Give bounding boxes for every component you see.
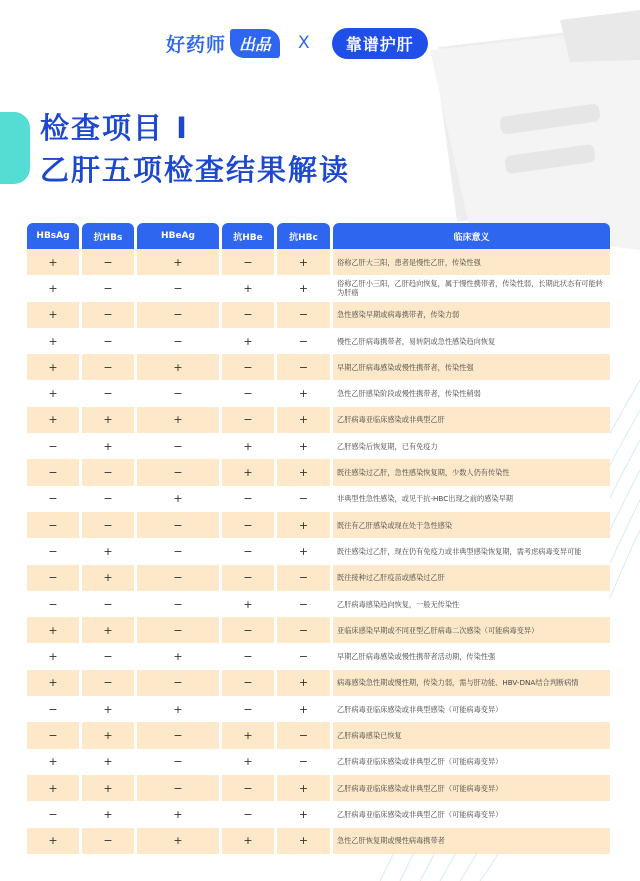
clinical-meaning-cell: 乙肝病毒亚临床感染或非典型乙肝（可能病毒变异）	[333, 775, 610, 801]
marker-cell: −	[222, 512, 274, 538]
header-hbsag: HBsAg	[27, 223, 79, 249]
marker-cell: +	[222, 722, 274, 748]
clinical-meaning-cell: 俗称乙肝小三阳，乙肝趋向恢复，属于慢性携带者，传染性弱，长期此状态有可能转为肝癌	[333, 275, 610, 301]
clinical-meaning-cell: 既往接种过乙肝疫苗或感染过乙肝	[333, 565, 610, 591]
marker-cell: −	[137, 538, 219, 564]
marker-cell: +	[27, 407, 79, 433]
marker-cell: +	[137, 801, 219, 827]
marker-cell: −	[27, 722, 79, 748]
clinical-meaning-cell: 乙肝感染后恢复期，已有免疫力	[333, 433, 610, 459]
marker-cell: −	[27, 801, 79, 827]
marker-cell: +	[277, 828, 330, 854]
brand-name: 好药师	[166, 33, 227, 56]
marker-cell: −	[222, 380, 274, 406]
clinical-meaning-cell: 早期乙肝病毒感染或慢性携带者活动期，传染性强	[333, 643, 610, 669]
clinical-meaning-cell: 俗称乙肝大三阳，患者是慢性乙肝，传染性强	[333, 249, 610, 275]
marker-cell: +	[27, 775, 79, 801]
marker-cell: +	[277, 407, 330, 433]
marker-cell: −	[222, 565, 274, 591]
marker-cell: +	[82, 722, 134, 748]
marker-cell: +	[27, 617, 79, 643]
clinical-meaning-cell: 早期乙肝病毒感染或慢性携带者，传染性强	[333, 354, 610, 380]
marker-cell: −	[137, 722, 219, 748]
table-header	[27, 223, 615, 249]
marker-cell: −	[137, 670, 219, 696]
marker-cell: −	[277, 749, 330, 775]
marker-cell: −	[137, 775, 219, 801]
marker-cell: −	[82, 354, 134, 380]
marker-cell: −	[82, 486, 134, 512]
marker-cell: −	[82, 643, 134, 669]
marker-cell: +	[82, 801, 134, 827]
marker-cell: −	[137, 302, 219, 328]
marker-cell: +	[82, 749, 134, 775]
marker-cell: +	[222, 828, 274, 854]
clinical-meaning-cell: 乙肝病毒亚临床感染或非典型乙肝	[333, 407, 610, 433]
marker-cell: +	[27, 249, 79, 275]
marker-cell: +	[137, 696, 219, 722]
marker-cell: −	[137, 328, 219, 354]
marker-cell: −	[27, 459, 79, 485]
marker-cell: +	[82, 696, 134, 722]
page-title	[40, 108, 350, 192]
marker-cell: −	[277, 565, 330, 591]
results-table	[27, 223, 615, 854]
marker-cell: −	[27, 433, 79, 459]
header-anti-hbe: 抗HBe	[222, 223, 274, 249]
marker-cell: −	[222, 775, 274, 801]
marker-cell: −	[82, 512, 134, 538]
marker-cell: −	[137, 380, 219, 406]
marker-cell: −	[222, 696, 274, 722]
marker-cell: +	[277, 775, 330, 801]
marker-cell: +	[222, 459, 274, 485]
table-row	[27, 275, 615, 301]
table-row	[27, 775, 615, 801]
clinical-meaning-cell: 急性乙肝恢复期或慢性病毒携带者	[333, 828, 610, 854]
marker-cell: −	[222, 354, 274, 380]
marker-cell: +	[27, 275, 79, 301]
title-accent-bar	[0, 112, 30, 184]
table-row	[27, 696, 615, 722]
header-anti-hbs: 抗HBs	[82, 223, 134, 249]
marker-cell: +	[277, 696, 330, 722]
marker-cell: −	[277, 328, 330, 354]
marker-cell: +	[27, 749, 79, 775]
table-row	[27, 459, 615, 485]
marker-cell: −	[27, 565, 79, 591]
marker-cell: −	[277, 302, 330, 328]
table-row	[27, 380, 615, 406]
marker-cell: +	[277, 512, 330, 538]
marker-cell: +	[82, 433, 134, 459]
marker-cell: −	[222, 249, 274, 275]
marker-cell: +	[222, 749, 274, 775]
marker-cell: +	[27, 328, 79, 354]
table-row	[27, 354, 615, 380]
marker-cell: −	[82, 828, 134, 854]
marker-cell: −	[137, 459, 219, 485]
marker-cell: +	[137, 249, 219, 275]
table-row	[27, 512, 615, 538]
marker-cell: −	[137, 591, 219, 617]
marker-cell: −	[222, 670, 274, 696]
marker-cell: −	[27, 538, 79, 564]
marker-cell: +	[27, 354, 79, 380]
clinical-meaning-cell: 既往有乙肝感染或现在处于急性感染	[333, 512, 610, 538]
marker-cell: −	[277, 591, 330, 617]
table-row	[27, 801, 615, 827]
clinical-meaning-cell: 亚临床感染早期或不同亚型乙肝病毒二次感染（可能病毒变异）	[333, 617, 610, 643]
marker-cell: −	[222, 538, 274, 564]
table-row	[27, 407, 615, 433]
marker-cell: +	[27, 302, 79, 328]
table-row	[27, 433, 615, 459]
marker-cell: +	[82, 565, 134, 591]
marker-cell: +	[222, 275, 274, 301]
marker-cell: −	[137, 512, 219, 538]
marker-cell: +	[277, 459, 330, 485]
clinical-meaning-cell: 乙肝病毒感染已恢复	[333, 722, 610, 748]
marker-cell: +	[27, 643, 79, 669]
brand-header	[166, 26, 428, 60]
table-row	[27, 591, 615, 617]
marker-cell: +	[277, 249, 330, 275]
table-row	[27, 565, 615, 591]
marker-cell: +	[222, 591, 274, 617]
marker-cell: +	[137, 828, 219, 854]
marker-cell: −	[137, 749, 219, 775]
marker-cell: −	[137, 565, 219, 591]
marker-cell: −	[82, 328, 134, 354]
marker-cell: −	[277, 722, 330, 748]
marker-cell: +	[222, 433, 274, 459]
marker-cell: +	[137, 486, 219, 512]
marker-cell: −	[222, 643, 274, 669]
marker-cell: +	[82, 617, 134, 643]
table-row	[27, 643, 615, 669]
clinical-meaning-cell: 既往感染过乙肝，急性感染恢复期，少数人仍有传染性	[333, 459, 610, 485]
marker-cell: −	[222, 407, 274, 433]
table-row	[27, 617, 615, 643]
marker-cell: +	[82, 407, 134, 433]
marker-cell: −	[137, 275, 219, 301]
clinical-meaning-cell: 乙肝病毒亚临床感染或非典型乙肝（可能病毒变异）	[333, 749, 610, 775]
marker-cell: −	[277, 617, 330, 643]
marker-cell: −	[222, 801, 274, 827]
marker-cell: +	[277, 670, 330, 696]
marker-cell: −	[82, 459, 134, 485]
marker-cell: −	[222, 617, 274, 643]
table-row	[27, 486, 615, 512]
marker-cell: +	[27, 670, 79, 696]
marker-cell: −	[27, 486, 79, 512]
brand-tag: 出品	[230, 29, 280, 58]
marker-cell: −	[277, 486, 330, 512]
marker-cell: −	[82, 302, 134, 328]
marker-cell: +	[82, 775, 134, 801]
table-row	[27, 328, 615, 354]
marker-cell: −	[277, 354, 330, 380]
marker-cell: +	[277, 801, 330, 827]
table-row	[27, 670, 615, 696]
clinical-meaning-cell: 乙肝病毒感染趋向恢复，一般无传染性	[333, 591, 610, 617]
marker-cell: −	[277, 643, 330, 669]
marker-cell: +	[277, 433, 330, 459]
table-body	[27, 249, 615, 854]
marker-cell: +	[277, 380, 330, 406]
marker-cell: −	[82, 670, 134, 696]
clinical-meaning-cell: 急性乙肝感染阶段或慢性携带者，传染性稍弱	[333, 380, 610, 406]
marker-cell: +	[27, 828, 79, 854]
clinical-meaning-cell: 慢性乙肝病毒携带者，易转阴或急性感染趋向恢复	[333, 328, 610, 354]
marker-cell: +	[137, 407, 219, 433]
marker-cell: −	[82, 591, 134, 617]
marker-cell: +	[277, 275, 330, 301]
table-row	[27, 722, 615, 748]
header-anti-hbc: 抗HBc	[277, 223, 330, 249]
marker-cell: −	[82, 249, 134, 275]
table-row	[27, 302, 615, 328]
clinical-meaning-cell: 急性感染早期或病毒携带者，传染力弱	[333, 302, 610, 328]
marker-cell: −	[222, 302, 274, 328]
marker-cell: +	[82, 538, 134, 564]
marker-cell: −	[82, 380, 134, 406]
clinical-meaning-cell: 病毒感染急性期或慢性期，传染力弱，需与肝功能、HBV-DNA结合判断病情	[333, 670, 610, 696]
marker-cell: −	[27, 591, 79, 617]
marker-cell: +	[277, 538, 330, 564]
table-row	[27, 249, 615, 275]
clinical-meaning-cell: 乙肝病毒亚临床感染或非典型乙肝（可能病毒变异）	[333, 801, 610, 827]
clinical-meaning-cell: 乙肝病毒亚临床感染或非典型感染（可能病毒变异）	[333, 696, 610, 722]
table-row	[27, 538, 615, 564]
marker-cell: +	[222, 328, 274, 354]
collab-x: X	[298, 33, 310, 53]
marker-cell: +	[137, 354, 219, 380]
partner-brand: 靠谱护肝	[332, 28, 428, 59]
clinical-meaning-cell: 非典型性急性感染，或见于抗-HBC出现之前的感染早期	[333, 486, 610, 512]
title-line-1: 检查项目 I	[40, 111, 189, 145]
table-row	[27, 749, 615, 775]
marker-cell: −	[137, 617, 219, 643]
marker-cell: −	[82, 275, 134, 301]
marker-cell: −	[27, 512, 79, 538]
header-clinical-meaning: 临床意义	[333, 223, 610, 249]
marker-cell: +	[137, 643, 219, 669]
table-row	[27, 828, 615, 854]
header-hbeag: HBeAg	[137, 223, 219, 249]
marker-cell: −	[27, 696, 79, 722]
marker-cell: +	[27, 380, 79, 406]
marker-cell: −	[222, 486, 274, 512]
clinical-meaning-cell: 既往感染过乙肝，现在仍有免疫力或非典型感染恢复期，需考虑病毒变异可能	[333, 538, 610, 564]
marker-cell: −	[137, 433, 219, 459]
title-line-2: 乙肝五项检查结果解读	[40, 153, 351, 187]
